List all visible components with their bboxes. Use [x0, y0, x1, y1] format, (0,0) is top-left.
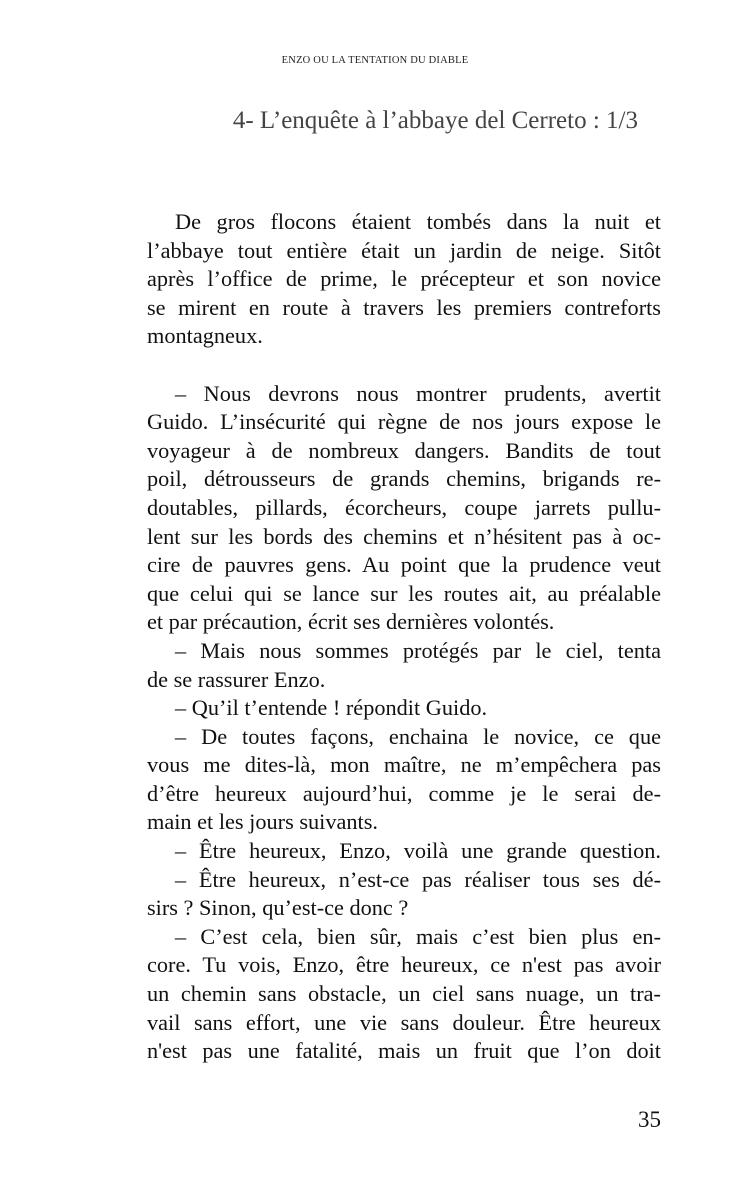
- text-line: doutables, pillards, écorcheurs, coupe jarrets pullu-: [147, 494, 661, 520]
- text-line: – Mais nous sommes protégés par le ciel, tenta: [175, 637, 661, 663]
- text-line: – Être heureux, Enzo, voilà une grande question.: [175, 838, 661, 864]
- text-line: et par précaution, écrit ses dernières volontés.: [147, 609, 555, 635]
- text-line: que celui qui se lance sur les routes ait, au préalable: [147, 580, 661, 606]
- body-text: [147, 208, 661, 1066]
- text-line: core. Tu vois, Enzo, être heureux, ce n'est pas avoir: [147, 952, 661, 978]
- text-line: – De toutes façons, enchaina le novice, ce que: [175, 723, 661, 749]
- text-line: – Nous devrons nous montrer prudents, avertit: [175, 380, 661, 406]
- text-line: cire de pauvres gens. Au point que la prudence veut: [147, 552, 661, 578]
- text-line: main et les jours suivants.: [147, 809, 378, 835]
- text-line: – C’est cela, bien sûr, mais c’est bien plus en-: [175, 923, 661, 949]
- text-line: lent sur les bords des chemins et n’hésitent pas à oc-: [147, 523, 661, 549]
- text-line: vous me dites-là, mon maître, ne m’empêchera pas: [147, 752, 661, 778]
- text-line: poil, détrousseurs de grands chemins, brigands re-: [147, 466, 661, 492]
- text-line: – Être heureux, n’est-ce pas réaliser tous ses dé-: [175, 866, 661, 892]
- text-line: Guido. L’insécurité qui règne de nos jours expose le: [147, 409, 661, 435]
- text-line: l’abbaye tout entière était un jardin de neige. Sitôt: [147, 237, 661, 263]
- text-line: de se rassurer Enzo.: [147, 666, 326, 692]
- running-head: ENZO OU LA TENTATION DU DIABLE: [281, 55, 469, 66]
- text-line: montagneux.: [147, 323, 263, 349]
- text-line: vail sans effort, une vie sans douleur. Être heureux: [147, 1009, 661, 1035]
- text-line: sirs ? Sinon, qu’est-ce donc ?: [147, 895, 409, 921]
- text-line: – Qu’il t’entende ! répondit Guido.: [175, 695, 488, 721]
- text-line: après l’office de prime, le précepteur et son novice: [147, 266, 661, 292]
- text-line: d’être heureux aujourd’hui, comme je le serai de-: [147, 780, 661, 806]
- text-line: De gros flocons étaient tombés dans la nuit et: [175, 209, 661, 234]
- chapter-title: 4- L’enquête à l’abbaye del Cerreto : 1/3: [232, 107, 638, 134]
- text-line: voyageur à de nombreux dangers. Bandits de tout: [147, 437, 661, 463]
- paragraph-spacer: [147, 351, 661, 380]
- page-number: 35: [638, 1107, 661, 1132]
- text-line: un chemin sans obstacle, un ciel sans nuage, un tra-: [147, 981, 661, 1007]
- text-line: n'est pas une fatalité, mais un fruit que l’on doit: [147, 1038, 661, 1064]
- text-line: se mirent en route à travers les premiers contreforts: [147, 294, 661, 320]
